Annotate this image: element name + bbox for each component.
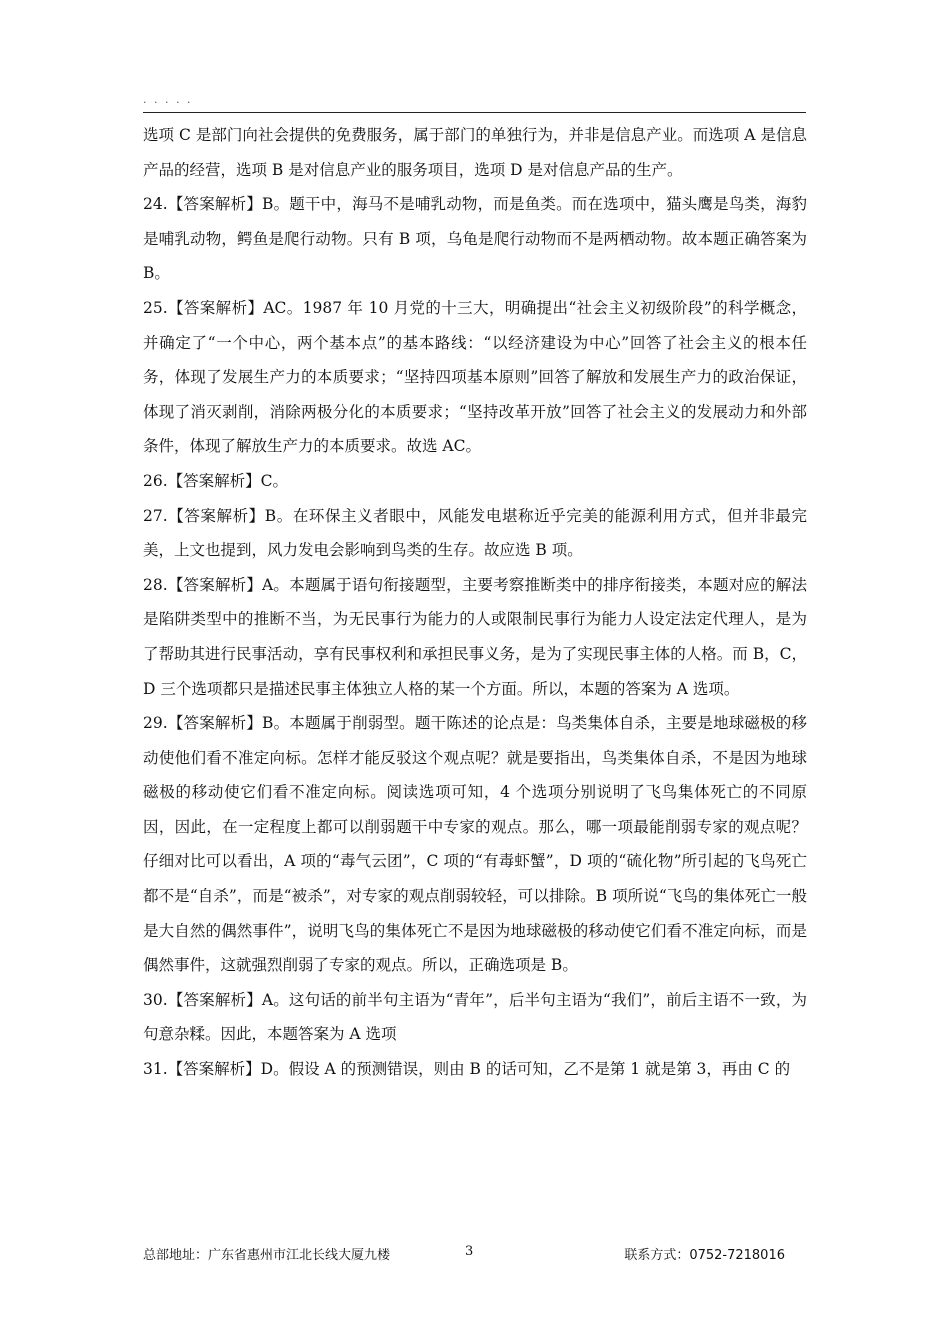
- header-rule: [143, 112, 806, 113]
- document-body: [143, 118, 807, 1087]
- paragraph-answer-27: 27.【答案解析】B。在环保主义者眼中，风能发电堪称近乎完美的能源利用方式，但并非最完美，上文也提到，风力发电会影响到鸟类的生存。故应选 B 项。: [143, 506, 807, 560]
- paragraph-answer-29: 29.【答案解析】B。本题属于削弱型。题干陈述的论点是：鸟类集体自杀，主要是地球磁极的移动使他们看不准定向标。怎样才能反驳这个观点呢？就是要指出，鸟类集体自杀，不是因为地球磁极的移动使它们看不准定向标。阅读选项可知，4 个选项分别说明了飞鸟集体死亡的不同原因，因此，在一定程度上都可以削弱题干中专家的观点。那么，哪一项最能削弱专家的观点呢？仔细对比可以看出，A 项的“毒气云团”，C 项的“有毒虾蟹”，D 项的“硫化物”所引起的飞鸟死亡都不是“自杀”，而是“被杀”，对专家的观点削弱较轻，可以排除。B 项所说“飞鸟的集体死亡一般是大自然的偶然事件”，说明飞鸟的集体死亡不是因为地球磁极的移动使它们看不准定向标，而是偶然事件，这就强烈削弱了专家的观点。所以，正确选项是 B。: [143, 714, 807, 975]
- page-number: 3: [465, 1244, 474, 1259]
- paragraph-answer-30: 30.【答案解析】A。这句话的前半句主语为“青年”，后半句主语为“我们”，前后主语不一致，为句意杂糅。因此，本题答案为 A 选项: [143, 990, 807, 1044]
- header-mark: · · · · ·: [143, 96, 193, 109]
- footer-address: 总部地址：广东省惠州市江北长线大厦九楼: [143, 1248, 391, 1263]
- footer-contact: 联系方式：0752-7218016: [624, 1248, 785, 1263]
- paragraph-answer-24: 24.【答案解析】B。题干中，海马不是哺乳动物，而是鱼类。而在选项中，猫头鹰是鸟类，海豹是哺乳动物，鳄鱼是爬行动物。只有 B 项，乌龟是爬行动物而不是两栖动物。故本题正确答案为 B。: [143, 195, 807, 283]
- paragraph-answer-28: 28.【答案解析】A。本题属于语句衔接题型，主要考察推断类中的排序衔接类，本题对应的解法是陷阱类型中的推断不当，为无民事行为能力的人或限制民事行为能力人设定法定代理人，是为了帮助其进行民事活动，享有民事权利和承担民事义务，是为了实现民事主体的人格。而 B，C，D 三个选项都只是描述民事主体独立人格的某一个方面。所以，本题的答案为 A 选项。: [143, 575, 807, 698]
- paragraph-answer-26: 26.【答案解析】C。: [143, 471, 289, 490]
- paragraph-answer-25: 25.【答案解析】AC。1987 年 10 月党的十三大，明确提出“社会主义初级阶段”的科学概念，并确定了“一个中心，两个基本点”的基本路线：“以经济建设为中心”回答了社会主义的根本任务，体现了发展生产力的本质要求；“坚持四项基本原则”回答了解放和发展生产力的政治保证，体现了消灭剥削，消除两极分化的本质要求；“坚持改革开放”回答了社会主义的发展动力和外部条件，体现了解放生产力的本质要求。故选 AC。: [143, 298, 807, 456]
- paragraph-option-c: 选项 C 是部门向社会提供的免费服务，属于部门的单独行为，并非是信息产业。而选项 A 是信息产品的经营，选项 B 是对信息产业的服务项目，选项 D 是对信息产品的生产。: [143, 126, 807, 179]
- paragraph-answer-31: 31.【答案解析】D。假设 A 的预测错误，则由 B 的话可知，乙不是第 1 就是第 3，再由 C 的: [143, 1060, 791, 1079]
- page-footer: [143, 1244, 807, 1266]
